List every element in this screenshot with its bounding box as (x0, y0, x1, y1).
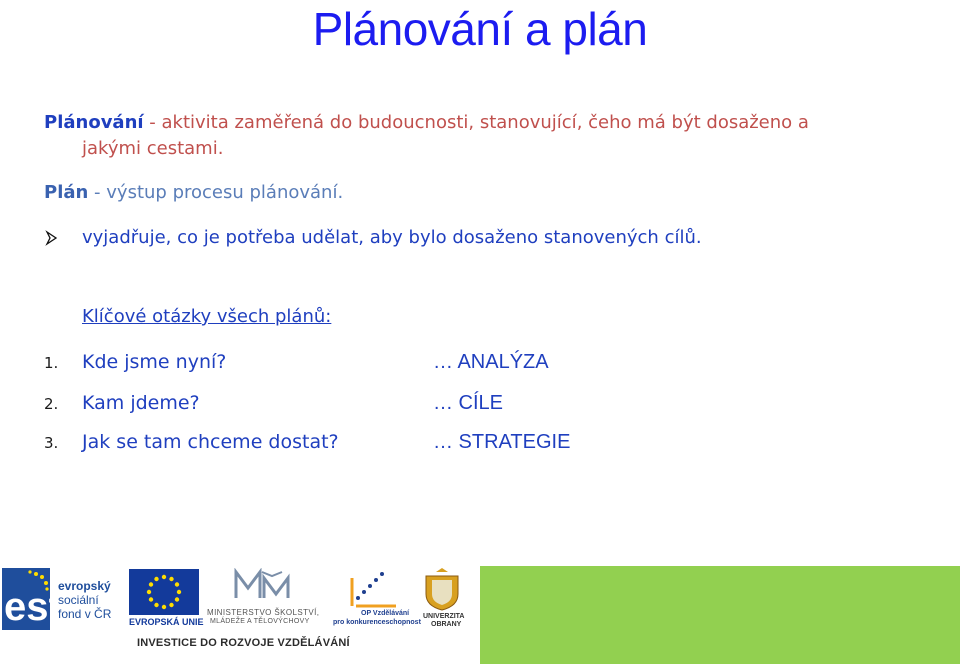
arrow-bullet-icon (44, 230, 60, 246)
answer-3: … STRATEGIE (433, 431, 571, 453)
plan-term: Plán (44, 182, 89, 203)
bullet-text: vyjadřuje, co je potřeba udělat, aby bylo dosaženo stanovených cílů. (82, 227, 702, 248)
plan-text: - výstup procesu plánování. (88, 182, 344, 203)
question-text: Kam jdeme? (82, 392, 200, 414)
slide-title: Plánování a plán (312, 3, 648, 55)
unob-line1: UNIVERZITA (423, 613, 465, 620)
op-vzdelavani-logo-icon (346, 568, 402, 610)
unob-line2: OBRANY (431, 621, 462, 628)
planovani-definition (44, 110, 924, 162)
plan-definition (44, 180, 924, 206)
msmt-line1: MINISTERSTVO ŠKOLSTVÍ, (207, 608, 320, 617)
question-1 (44, 351, 226, 373)
question-2 (44, 392, 200, 414)
question-3 (44, 431, 339, 453)
question-number: 1. (44, 354, 59, 372)
planovani-term: Plánování (44, 112, 144, 133)
eu-flag-icon (129, 569, 199, 615)
msmt-logo-icon (232, 568, 296, 604)
planovani-text-1: - aktivita zaměřená do budoucnosti, stanovující, čeho má být dosaženo a (143, 112, 809, 133)
key-questions-heading: Klíčové otázky všech plánů: (82, 306, 332, 327)
op-line1: OP Vzdělávání (361, 610, 410, 617)
answer-2: … CÍLE (433, 392, 504, 414)
question-number: 3. (44, 434, 59, 452)
logo-strip (0, 566, 960, 664)
svg-text:evropský: evropský (58, 579, 111, 593)
investice-label: INVESTICE DO ROZVOJE VZDĚLÁVÁNÍ (137, 637, 350, 649)
bullet-item (44, 227, 702, 248)
svg-text:fond v ČR: fond v ČR (58, 607, 112, 621)
msmt-line2: MLÁDEŽE A TĚLOVÝCHOVY (210, 618, 310, 625)
answer-1: … ANALÝZA (433, 351, 549, 373)
definitions (44, 110, 924, 224)
op-line2: pro konkurenceschopnost (333, 619, 421, 626)
svg-text:sociální: sociální (58, 593, 99, 607)
question-text: Jak se tam chceme dostat? (82, 431, 339, 453)
planovani-text-2: jakými cestami. (82, 138, 224, 159)
question-number: 2. (44, 395, 59, 413)
question-text: Kde jsme nyní? (82, 351, 227, 373)
eu-label: EVROPSKÁ UNIE (129, 617, 204, 627)
univerzita-obrany-crest-icon (422, 568, 462, 612)
svg-text:esf: esf (4, 585, 62, 629)
esf-logo-icon (2, 568, 122, 630)
